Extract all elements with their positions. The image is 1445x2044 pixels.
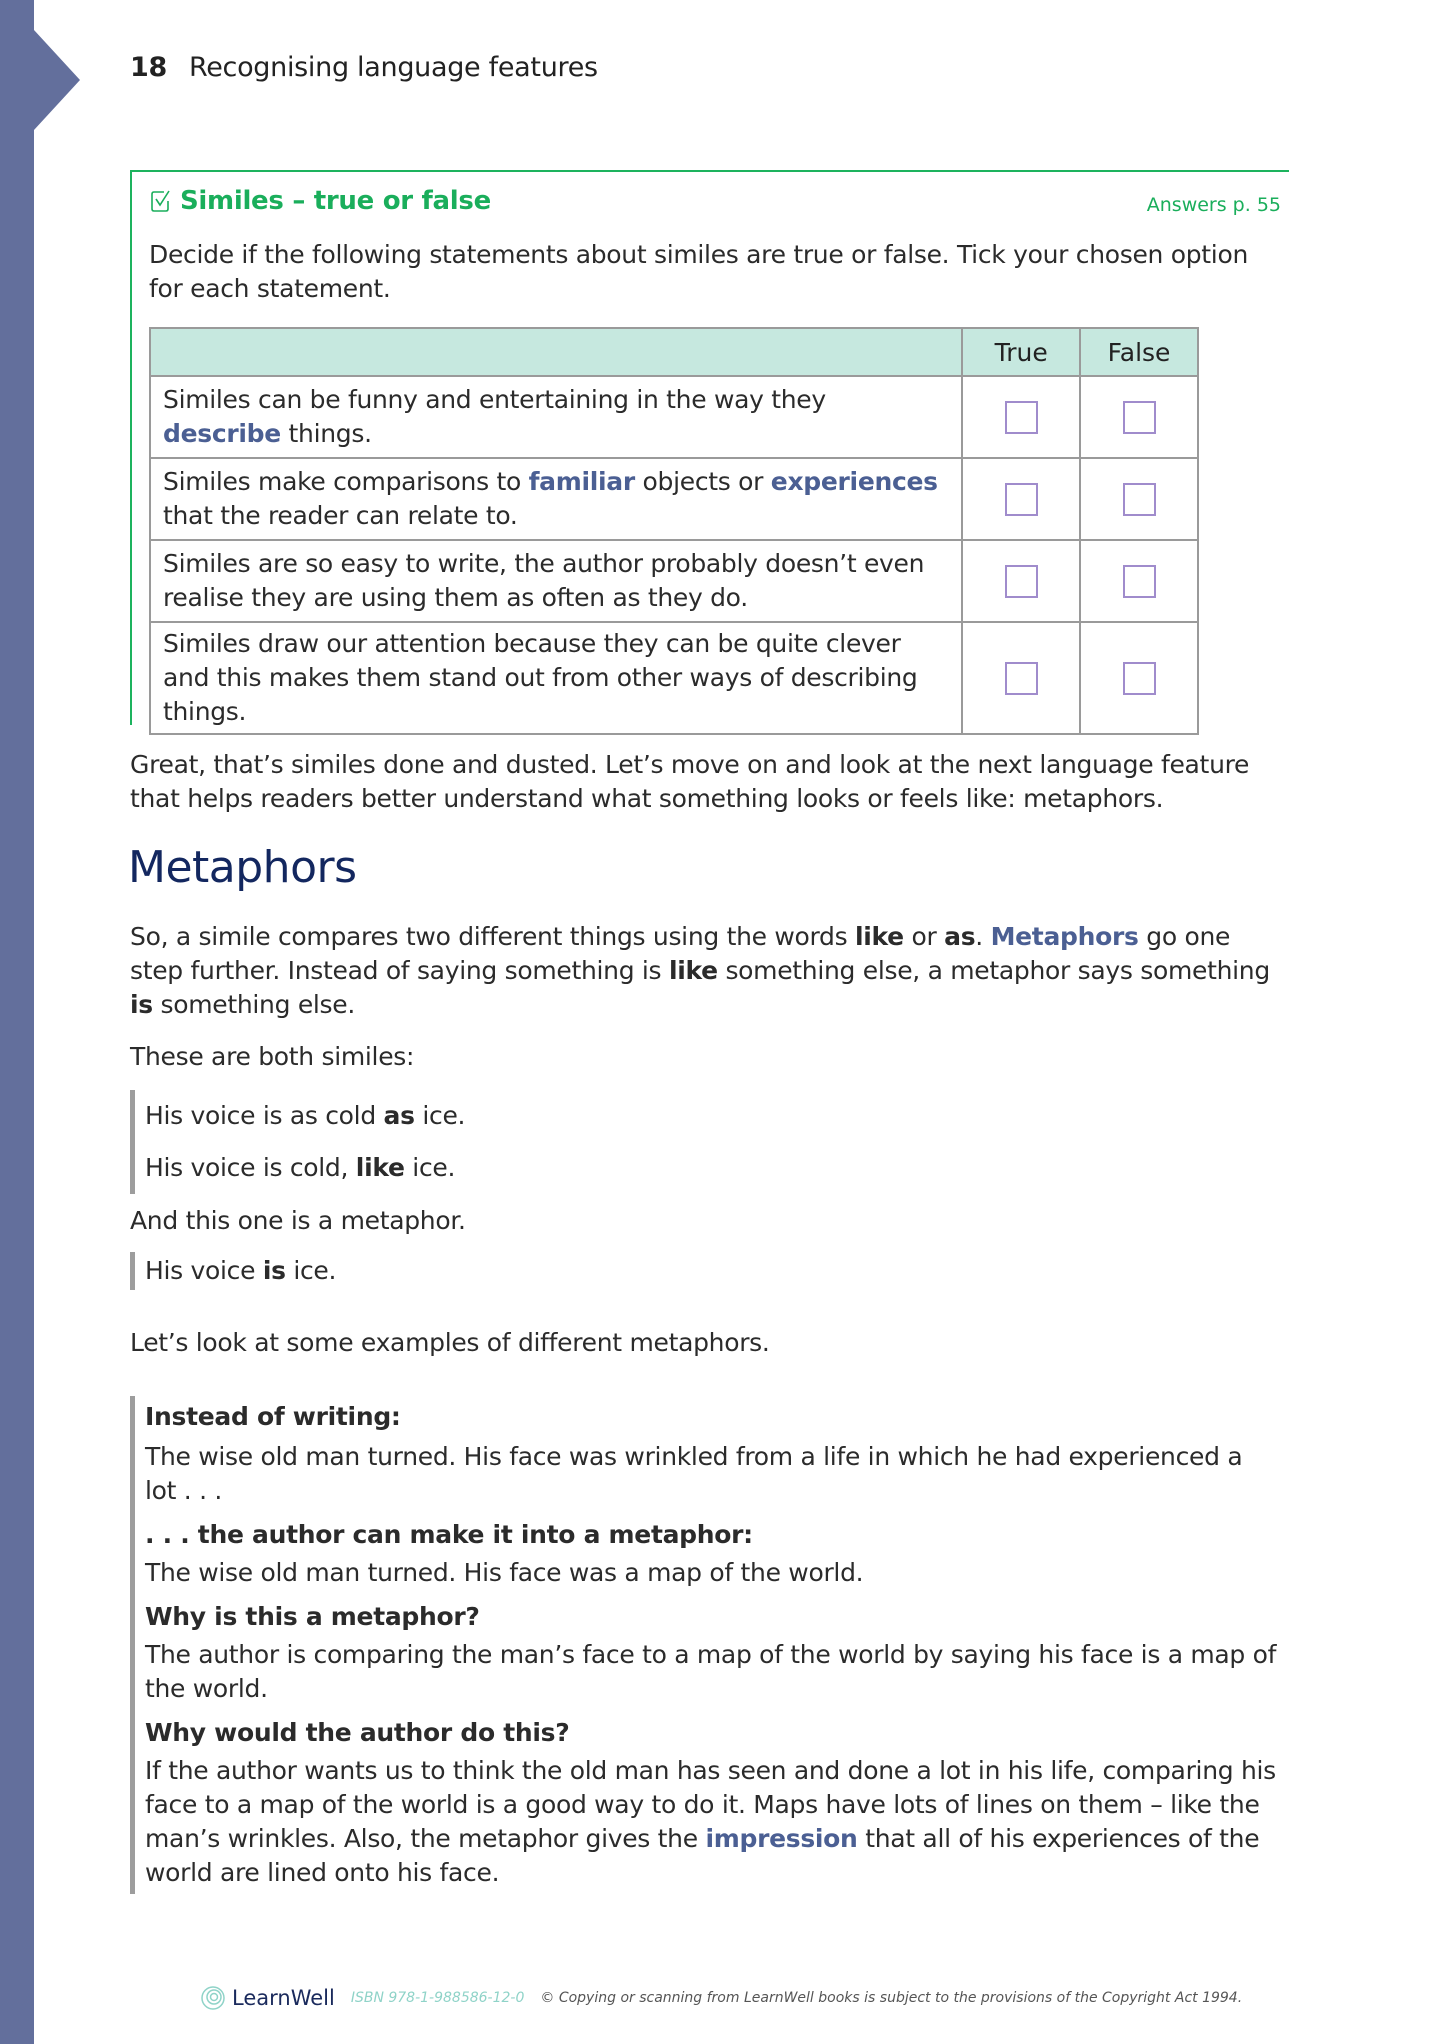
example-text: The wise old man turned. His face was a map of the world. — [145, 1558, 864, 1587]
activity-title — [150, 186, 491, 216]
copyright-notice: © Copying or scanning from LearnWell books is subject to the provisions of the Copyright Act 1994. — [540, 1990, 1243, 2006]
learnwell-logo-text: LearnWell — [232, 1986, 335, 2010]
isbn: ISBN 978-1-988586-12-0 — [350, 1990, 525, 2006]
keyword-metaphors: Metaphors — [990, 922, 1139, 951]
metaphor-label: And this one is a metaphor. — [130, 1206, 466, 1235]
example-heading: Why is this a metaphor? — [145, 1602, 480, 1631]
simile-example: His voice is as cold as ice. — [145, 1101, 466, 1130]
column-header-statement — [150, 328, 962, 376]
checkbox-tick-icon — [150, 189, 172, 213]
true-false-table — [149, 327, 1199, 735]
false-checkbox[interactable] — [1123, 401, 1156, 434]
table-header-row — [150, 328, 1198, 376]
page-number: 18 — [130, 52, 167, 83]
example-text: The wise old man turned. His face was wrinkled from a life in which he had experienced a lot . . . — [145, 1442, 1243, 1505]
statement-cell: Similes draw our attention because they can be quite clever and this makes them stand out from other ways of describing things. — [150, 622, 962, 734]
keyword-experiences: experiences — [770, 467, 938, 496]
metaphor-intro-paragraph: So, a simile compares two different things using the words like or as. Metaphors go one step further. Instead of saying something is like something else, a metaphor says something is something else. — [130, 922, 1270, 1019]
examples-intro: Let’s look at some examples of different metaphors. — [130, 1328, 770, 1357]
page-tab-arrow — [34, 30, 80, 130]
column-header-false: False — [1080, 328, 1198, 376]
metaphor-example-quote — [130, 1252, 336, 1290]
activity-instructions: Decide if the following statements about similes are true or false. Tick your chosen option for each statement. — [149, 240, 1248, 303]
example-text: The author is comparing the man’s face to a map of the world by saying his face is a map of the world. — [145, 1640, 1277, 1703]
page-sidebar-bar — [0, 0, 34, 2044]
table-row — [150, 458, 1198, 540]
statement-cell: Similes are so easy to write, the author probably doesn’t even realise they are using them as often as they do. — [150, 540, 962, 622]
statement-cell: Similes can be funny and entertaining in the way they describe things. — [150, 376, 962, 458]
metaphor-worked-example — [130, 1396, 1280, 1894]
false-checkbox[interactable] — [1123, 565, 1156, 598]
true-checkbox[interactable] — [1005, 662, 1038, 695]
answers-reference: Answers p. 55 — [1146, 194, 1281, 216]
activity-box — [130, 170, 1289, 725]
example-text: If the author wants us to think the old man has seen and done a lot in his life, comparing his face to a map of the world is a good way to do it. Maps have lots of lines on them – like the man’s wrinkles. Also, the metaphor gives the impression that all of his experiences of the world are lined onto his face. — [145, 1756, 1276, 1887]
example-heading: Why would the author do this? — [145, 1718, 570, 1747]
column-header-true: True — [962, 328, 1080, 376]
transition-paragraph: Great, that’s similes done and dusted. Let’s move on and look at the next language feature that helps readers better understand what something looks or feels like: metaphors. — [130, 750, 1250, 813]
table-row — [150, 376, 1198, 458]
chapter-title: Recognising language features — [188, 52, 598, 83]
both-similes-label: These are both similes: — [130, 1042, 415, 1071]
table-row — [150, 540, 1198, 622]
activity-title-text: Similes – true or false — [180, 186, 491, 216]
true-checkbox[interactable] — [1005, 483, 1038, 516]
learnwell-logo-icon — [200, 1985, 226, 2011]
section-heading: Metaphors — [128, 842, 357, 893]
simile-examples-quote — [130, 1090, 465, 1194]
true-checkbox[interactable] — [1005, 565, 1038, 598]
statement-cell: Similes make comparisons to familiar objects or experiences that the reader can relate to. — [150, 458, 962, 540]
page-footer — [200, 1985, 1242, 2011]
false-checkbox[interactable] — [1123, 483, 1156, 516]
false-checkbox[interactable] — [1123, 662, 1156, 695]
simile-example: His voice is cold, like ice. — [145, 1153, 456, 1182]
example-heading: Instead of writing: — [145, 1402, 401, 1431]
true-checkbox[interactable] — [1005, 401, 1038, 434]
keyword-impression: impression — [705, 1824, 858, 1853]
keyword-familiar: familiar — [528, 467, 635, 496]
table-row — [150, 622, 1198, 734]
keyword-describe: describe — [163, 419, 281, 448]
page-header — [130, 52, 598, 83]
example-heading: . . . the author can make it into a metaphor: — [145, 1520, 753, 1549]
metaphor-example: His voice is ice. — [145, 1256, 337, 1285]
